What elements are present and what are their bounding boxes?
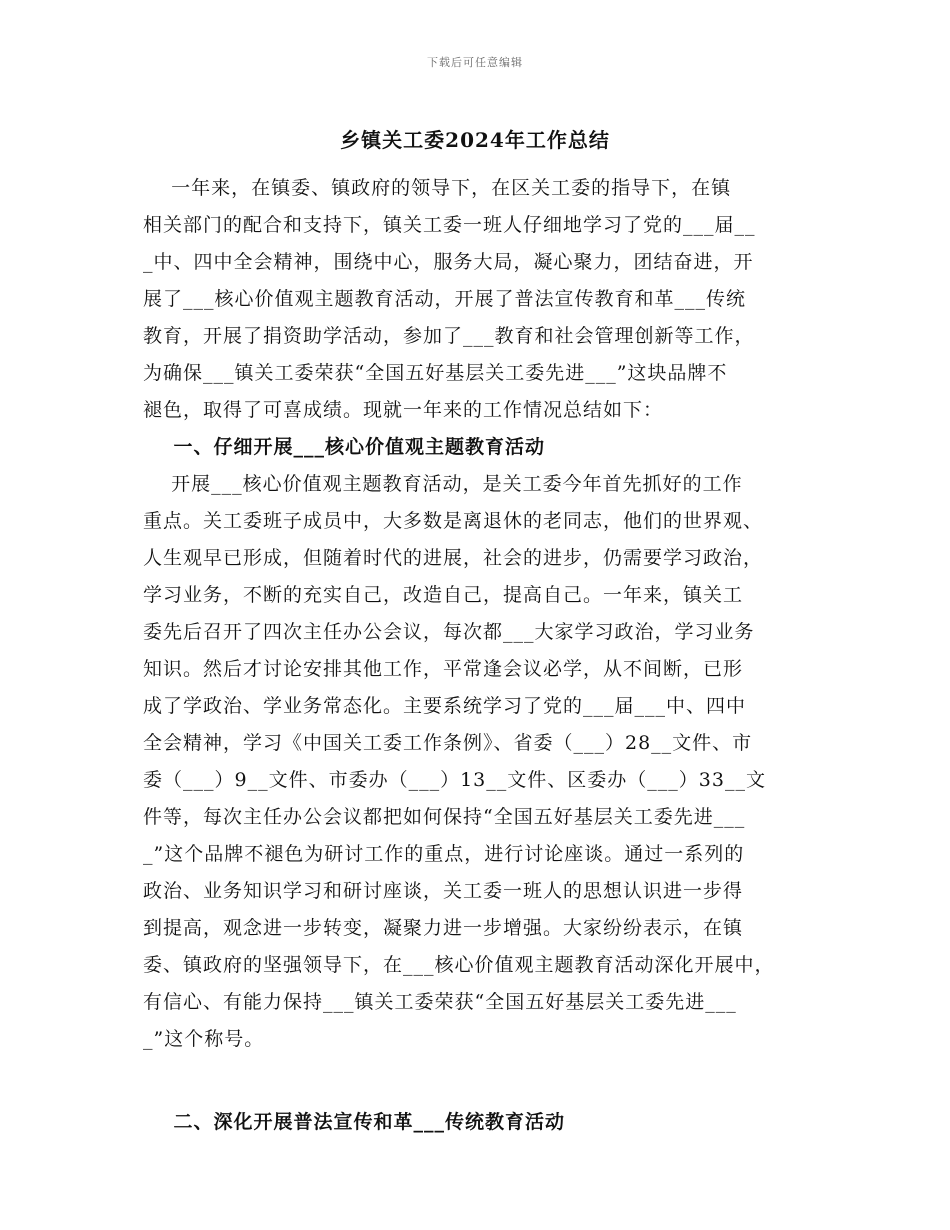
- page-header-note: 下载后可任意编辑: [427, 56, 523, 69]
- text-line: 学习业务，不断的充实自己，改造自己，提高自己。一年来，镇关工: [143, 584, 744, 606]
- text-line: _”这个称号。: [143, 1028, 265, 1050]
- text-line: 有信心、有能力保持___镇关工委荣获“全国五好基层关工委先进___: [143, 991, 737, 1013]
- text-line: 知识。然后才讨论安排其他工作，平常逢会议必学，从不间断，已形: [143, 658, 744, 680]
- text-line: 到提高，观念进一步转变，凝聚力进一步增强。大家纷纷表示，在镇: [143, 917, 744, 939]
- text-line: 全会精神，学习《中国关工委工作条例》、省委（___）28__文件、市: [143, 732, 753, 754]
- text-line: 褪色，取得了可喜成绩。现就一年来的工作情况总结如下：: [143, 399, 664, 421]
- text-line: 件等，每次主任办公会议都把如何保持“全国五好基层关工委先进___: [143, 806, 746, 828]
- text-line: 一年来，在镇委、镇政府的领导下，在区关工委的指导下，在镇: [143, 177, 732, 199]
- paragraph-gap: [143, 1058, 813, 1104]
- text-line: 成了学政治、学业务常态化。主要系统学习了党的___届___中、四中: [143, 695, 747, 717]
- text-line: 委（___）9__文件、市委办（___）13__文件、区委办（___）33__文: [143, 769, 766, 791]
- text-line: 开展___核心价值观主题教育活动，是关工委今年首先抓好的工作: [143, 473, 743, 495]
- text-line: 教育，开展了捐资助学活动，参加了___教育和社会管理创新等工作，: [143, 325, 755, 347]
- document-title: 乡镇关工委2024年工作总结: [340, 128, 610, 152]
- text-line: 重点。关工委班子成员中，大多数是离退休的老同志，他们的世界观、: [143, 510, 764, 532]
- section-heading-1: 一、仔细开展___核心价值观主题教育活动: [143, 436, 545, 458]
- intro-paragraph: [143, 170, 813, 429]
- text-line: _”这个品牌不褪色为研讨工作的重点，进行讨论座谈。通过一系列的: [143, 843, 745, 865]
- text-line: 展了___核心价值观主题教育活动，开展了普法宣传教育和革___传统: [143, 288, 747, 310]
- section-heading-2: 二、深化开展普法宣传和革___传统教育活动: [143, 1111, 565, 1133]
- document-body: [143, 170, 813, 1141]
- text-line: 委先后召开了四次主任办公会议，每次都___大家学习政治，学习业务: [143, 621, 755, 643]
- text-line: 为确保___镇关工委荣获“全国五好基层关工委先进___”这块品牌不: [143, 362, 728, 384]
- text-line: 委、镇政府的坚强领导下，在___核心价值观主题教育活动深化开展中，: [143, 954, 775, 976]
- section-1-paragraph: [143, 466, 813, 1058]
- text-line: 人生观早已形成，但随着时代的进展，社会的进步，仍需要学习政治，: [143, 547, 764, 569]
- text-line: 政治、业务知识学习和研讨座谈，关工委一班人的思想认识进一步得: [143, 880, 744, 902]
- text-line: 相关部门的配合和支持下，镇关工委一班人仔细地学习了党的___届__: [143, 214, 756, 236]
- text-line: _中、四中全会精神，围绕中心，服务大局，凝心聚力，团结奋进，开: [143, 251, 754, 273]
